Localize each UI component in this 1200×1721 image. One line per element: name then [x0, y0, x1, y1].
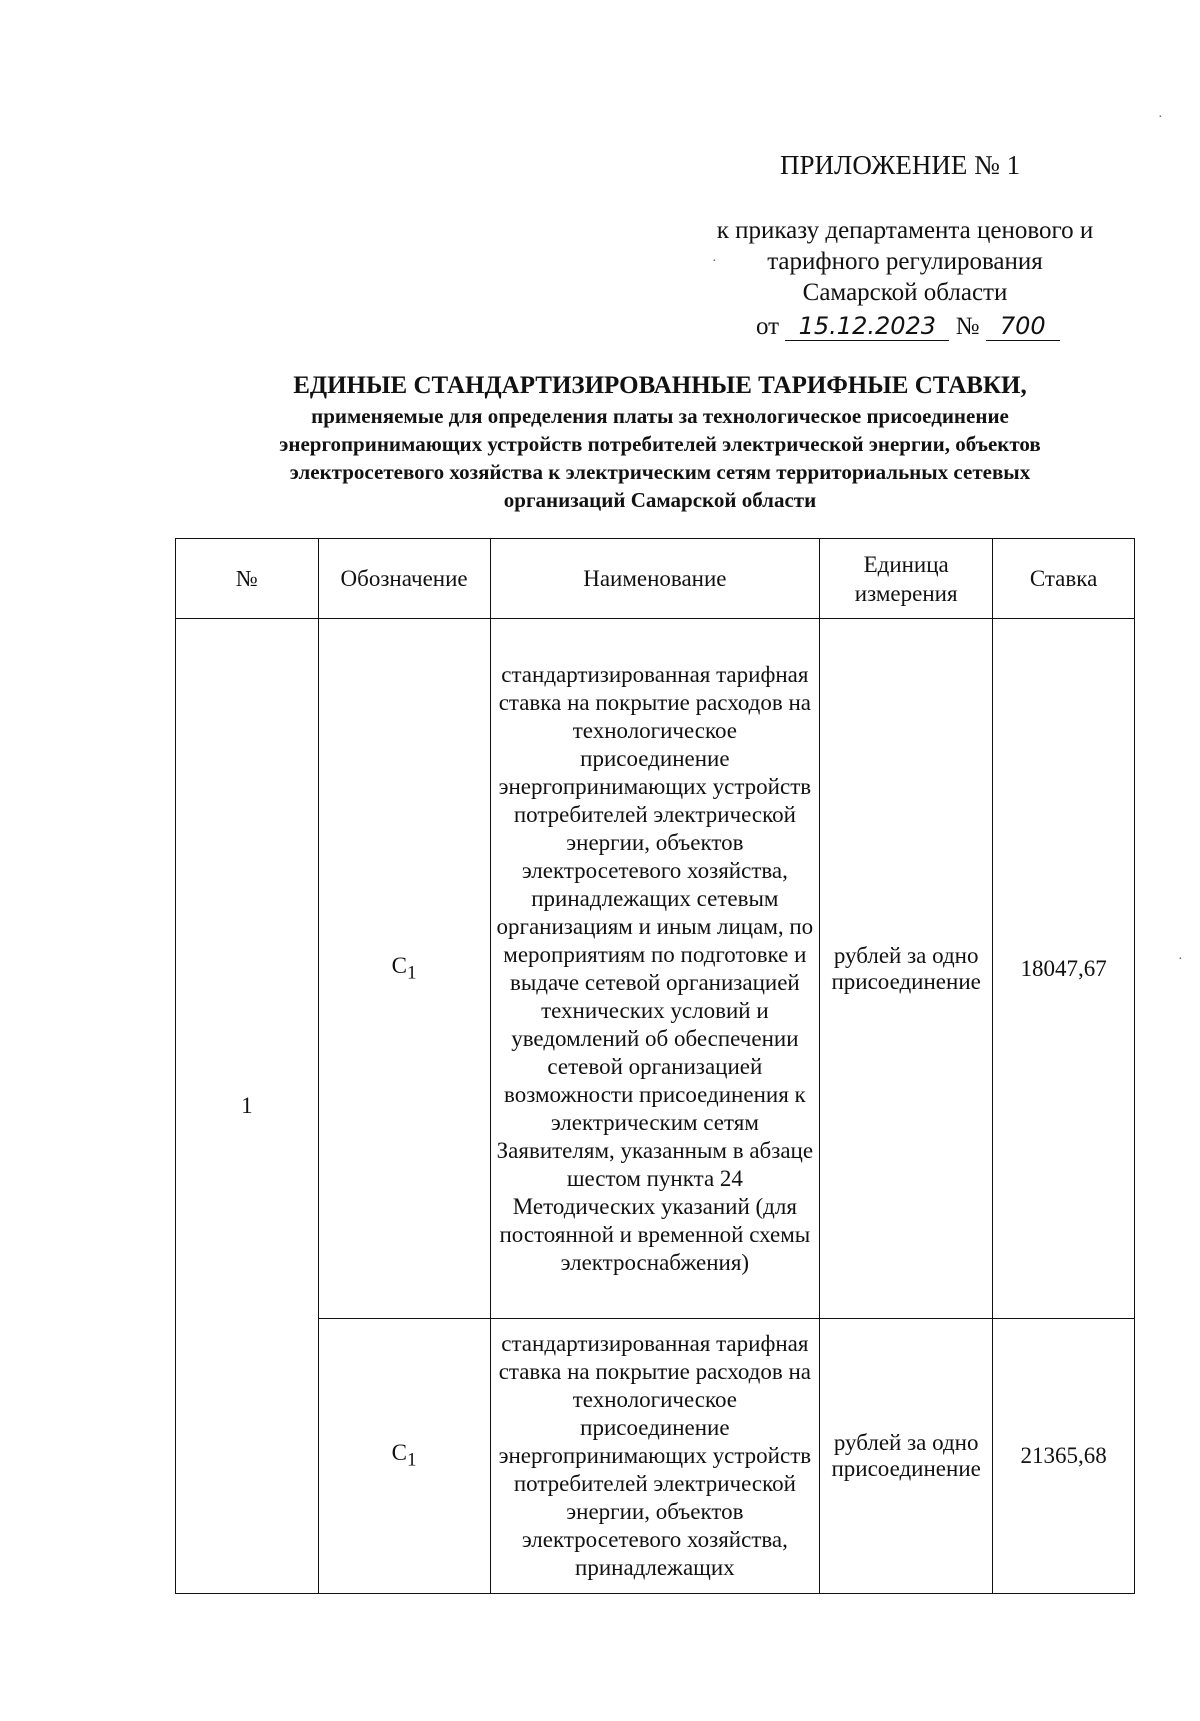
document-title-sub-2: энергопринимающих устройств потребителей электрической энергии, объектов	[279, 432, 1041, 456]
designation-letter: C	[391, 952, 407, 978]
designation-subscript: 1	[406, 1449, 417, 1471]
order-date-number-line	[756, 312, 1060, 341]
order-ref-line-1: к приказу департамента ценового и	[716, 217, 1094, 244]
header-designation: Обозначение	[318, 539, 490, 619]
designation-subscript: 1	[406, 962, 417, 984]
header-name: Наименование	[490, 539, 820, 619]
header-rate: Ставка	[993, 539, 1135, 619]
appendix-title: ПРИЛОЖЕНИЕ № 1	[780, 150, 1021, 180]
table-row	[176, 619, 1135, 1319]
document-title-sub-4: организаций Самарской области	[503, 488, 817, 512]
order-ref-line-3: Самарской области	[802, 279, 1008, 306]
date-prefix: от	[756, 313, 780, 340]
row-unit: рублей за одно присоединение	[820, 1319, 993, 1594]
order-date: 15.12.2023	[785, 312, 949, 341]
row-group-number: 1	[176, 619, 319, 1594]
row-rate: 21365,68	[993, 1319, 1135, 1594]
tariff-rates-table	[175, 538, 1135, 1594]
row-unit: рублей за одно присоединение	[820, 619, 993, 1319]
table-header-row	[176, 539, 1135, 619]
row-designation	[318, 619, 490, 1319]
document-title	[160, 370, 1160, 514]
designation-letter: C	[391, 1440, 407, 1466]
row-rate: 18047,67	[993, 619, 1135, 1319]
order-number: 700	[986, 312, 1060, 341]
order-ref-line-2: тарифного регулирования	[767, 248, 1043, 275]
document-title-main: ЕДИНЫЕ СТАНДАРТИЗИРОВАННЫЕ ТАРИФНЫЕ СТАВКИ,	[293, 372, 1027, 399]
header-unit-line-1: Единица	[863, 551, 949, 577]
document-title-sub-3: электросетевого хозяйства к электрическим сетям территориальных сетевых	[289, 460, 1031, 484]
row-name: стандартизированная тарифная ставка на покрытие расходов на технологическое присоединение энергопринимающих устройств потребителей электрической энергии, объектов электросетевого хозяйства, принадлежащих сетевым организациям и иным лицам, по мероприятиям по подготовке и выдаче сетевой организацией технических условий и уведомлений об обеспечении сетевой организацией возможности присоединения к электрическим сетям Заявителям, указанным в абзаце шестом пункта 24 Методических указаний (для постоянной и временной схемы электроснабжения)	[490, 619, 820, 1319]
number-prefix: №	[955, 313, 980, 340]
document-title-sub-1: применяемые для определения платы за технологическое присоединение	[311, 404, 1009, 428]
scan-speck: ·	[1158, 110, 1163, 125]
table-row	[176, 1319, 1135, 1594]
header-unit	[820, 539, 993, 619]
order-reference	[690, 215, 1120, 308]
header-number: №	[176, 539, 319, 619]
header-unit-line-2: измерения	[854, 580, 958, 606]
row-designation	[318, 1319, 490, 1594]
row-name: стандартизированная тарифная ставка на покрытие расходов на технологическое присоединение энергопринимающих устройств потребителей электрической энергии, объектов электросетевого хозяйства, принадлежащих	[490, 1319, 820, 1594]
scan-speck: ·	[1178, 952, 1183, 967]
scan-speck: ·	[712, 254, 717, 269]
